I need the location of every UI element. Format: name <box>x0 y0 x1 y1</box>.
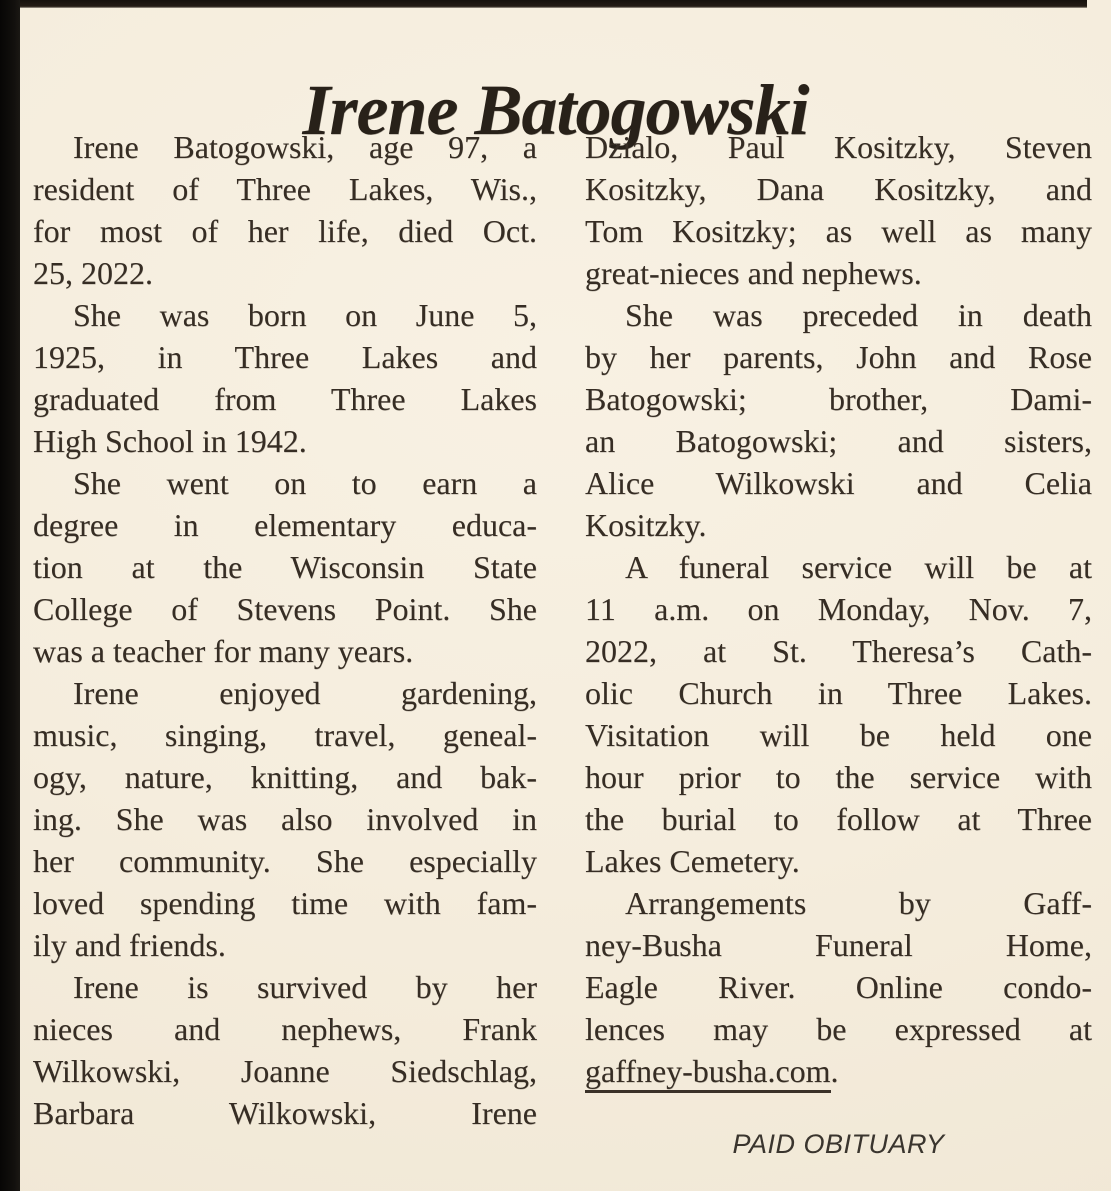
text-line: She went on to earn a <box>73 465 537 501</box>
text-line: ing. She was also involved in <box>33 801 537 837</box>
text-line: Eagle River. Online condo- <box>585 969 1092 1005</box>
text-line: Lakes Cemetery. <box>585 843 800 879</box>
text-line: ney-Busha Funeral Home, <box>585 927 1092 963</box>
text-line: Batogowski; brother, Dami- <box>585 381 1092 417</box>
text-line: degree in elementary educa- <box>33 507 537 543</box>
paid-obituary-label: PAID OBITUARY <box>732 1129 945 1159</box>
obituary-column-right <box>585 126 1092 1092</box>
text-line: Visitation will be held one <box>585 717 1092 753</box>
text-line: She was preceded in death <box>625 297 1092 333</box>
text-line: Irene is survived by her <box>73 969 537 1005</box>
text-line: Wilkowski, Joanne Siedschlag, <box>33 1053 537 1089</box>
text-line: an Batogowski; and sisters, <box>585 423 1092 459</box>
text-line: tion at the Wisconsin State <box>33 549 537 585</box>
text-line: College of Stevens Point. She <box>33 591 537 627</box>
text-line: olic Church in Three Lakes. <box>585 675 1092 711</box>
text-line: High School in 1942. <box>33 423 307 459</box>
text-line: She was born on June 5, <box>73 297 537 333</box>
text-line: loved spending time with fam- <box>33 885 537 921</box>
text-line: the burial to follow at Three <box>585 801 1092 837</box>
top-scan-rule <box>0 0 1087 8</box>
obituary-title: Irene Batogowski <box>302 70 809 151</box>
text-line: hour prior to the service with <box>585 759 1092 795</box>
text-line: gaffney-busha.com. <box>585 1050 1092 1092</box>
text-line: Kositzky. <box>585 507 707 543</box>
text-line: music, singing, travel, geneal- <box>33 717 537 753</box>
text-line: Kositzky, Dana Kositzky, and <box>585 171 1092 207</box>
text-line: ogy, nature, knitting, and bak- <box>33 759 537 795</box>
text-line: A funeral service will be at <box>625 549 1092 585</box>
left-scan-edge <box>0 0 20 1191</box>
text-line: graduated from Three Lakes <box>33 381 537 417</box>
text-line: her community. She especially <box>33 843 537 879</box>
text-line: ily and friends. <box>33 927 226 963</box>
text-line: 1925, in Three Lakes and <box>33 339 537 375</box>
text-line: resident of Three Lakes, Wis., <box>33 171 537 207</box>
text-line: Irene Batogowski, age 97, a <box>73 129 537 165</box>
website-url-text: gaffney-busha.com <box>585 1053 831 1093</box>
text-line: Arrangements by Gaff- <box>625 885 1092 921</box>
text-line: lences may be expressed at <box>585 1011 1092 1047</box>
text-line: 11 a.m. on Monday, Nov. 7, <box>585 591 1092 627</box>
text-line: Dzialo, Paul Kositzky, Steven <box>585 129 1092 165</box>
text-line: Tom Kositzky; as well as many <box>585 213 1092 249</box>
text-line: was a teacher for many years. <box>33 633 414 669</box>
text-line: 2022, at St. Theresa’s Cath- <box>585 633 1092 669</box>
text-line: Alice Wilkowski and Celia <box>585 465 1092 501</box>
text-line: 25, 2022. <box>33 255 153 291</box>
text-line: great-nieces and nephews. <box>585 255 922 291</box>
text-line: Irene enjoyed gardening, <box>73 675 537 711</box>
text-line: for most of her life, died Oct. <box>33 213 537 249</box>
text-line: nieces and nephews, Frank <box>33 1011 537 1047</box>
text-line: Barbara Wilkowski, Irene <box>33 1095 537 1131</box>
obituary-column-left <box>33 126 537 1134</box>
text-line: by her parents, John and Rose <box>585 339 1092 375</box>
